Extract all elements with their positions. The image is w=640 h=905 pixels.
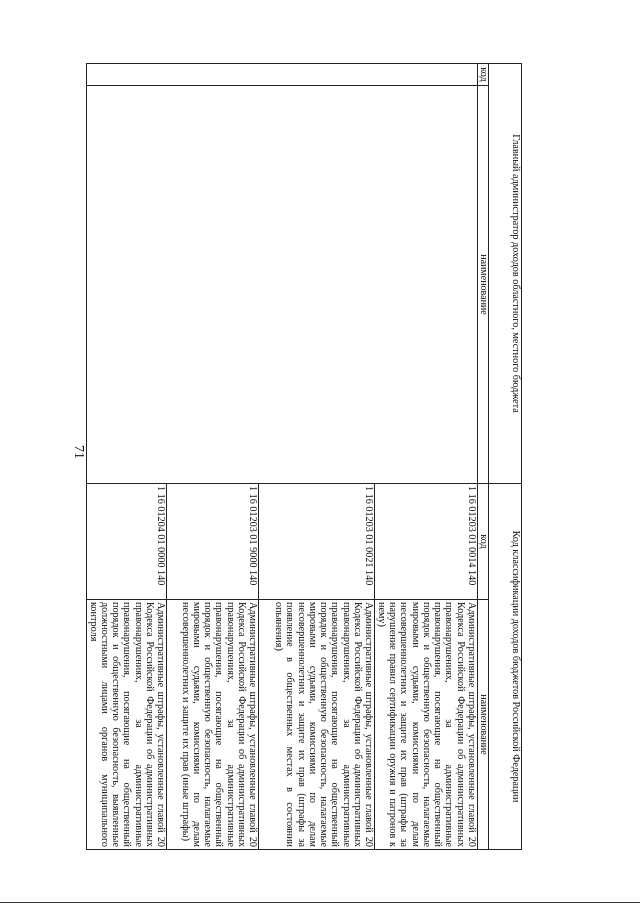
rotated-table-sheet xyxy=(87,63,522,849)
header-admin-code: код xyxy=(478,64,489,86)
row-name: Административные штрафы, установленные главой 20 Кодекса Российской Федерации об административных правонарушениях, за административные правонарушения, посягающие на общественный порядок и общественную безопасность, налагаемые мировыми судьями, комиссиями по делам несовершеннолетних и защите их прав (штрафы за нарушение правил сертификации оружия и патронов к нему) xyxy=(375,600,478,850)
header-row-groups xyxy=(489,64,522,850)
revenue-classification-table xyxy=(86,63,522,850)
row-name: Административные штрафы, установленные главой 20 Кодекса Российской Федерации об административных правонарушениях, за административные правонарушения, посягающие на общественный порядок и общественную безопасность, налагаемые мировыми судьями, комиссиями по делам несовершеннолетних и защите их прав (иные штрафы) xyxy=(167,600,259,850)
header-admin-name: наименование xyxy=(478,86,489,484)
row-code: 1 16 01204 01 0000 140 xyxy=(87,484,167,600)
admin-name-cell xyxy=(87,86,478,484)
row-code: 1 16 01203 01 9000 140 xyxy=(167,484,259,600)
row-name: Административные штрафы, установленные главой 20 Кодекса Российской Федерации об административных правонарушениях, за административные правонарушения, посягающие на общественный порядок и общественную безопасность, налагаемые мировыми судьями, комиссиями по делам несовершеннолетних и защите их прав (штрафы за появление в общественных местах в состоянии опьянения) xyxy=(259,600,375,850)
row-code: 1 16 01203 01 0021 140 xyxy=(259,484,375,600)
header-row-sub xyxy=(478,64,489,850)
header-class-code: код xyxy=(478,484,489,600)
row-code: 1 16 01203 01 0014 140 xyxy=(375,484,478,600)
row-name: Административные штрафы, установленные главой 20 Кодекса Российской Федерации об административных правонарушениях, за административные правонарушения, посягающие на общественный порядок и общественную безопасность, выявленные должностными лицами органов муниципального контроля xyxy=(87,600,167,850)
page-number: 71 xyxy=(71,445,86,459)
header-classification-group: Код классификации доходов бюджетов Российской Федерации xyxy=(489,484,522,850)
header-class-name: наименование xyxy=(478,600,489,850)
admin-code-cell xyxy=(87,64,478,86)
table-row xyxy=(375,64,478,850)
bottom-rule xyxy=(0,902,640,903)
header-admin-group: Главный администратор доходов областного, местного бюджета xyxy=(489,64,522,484)
